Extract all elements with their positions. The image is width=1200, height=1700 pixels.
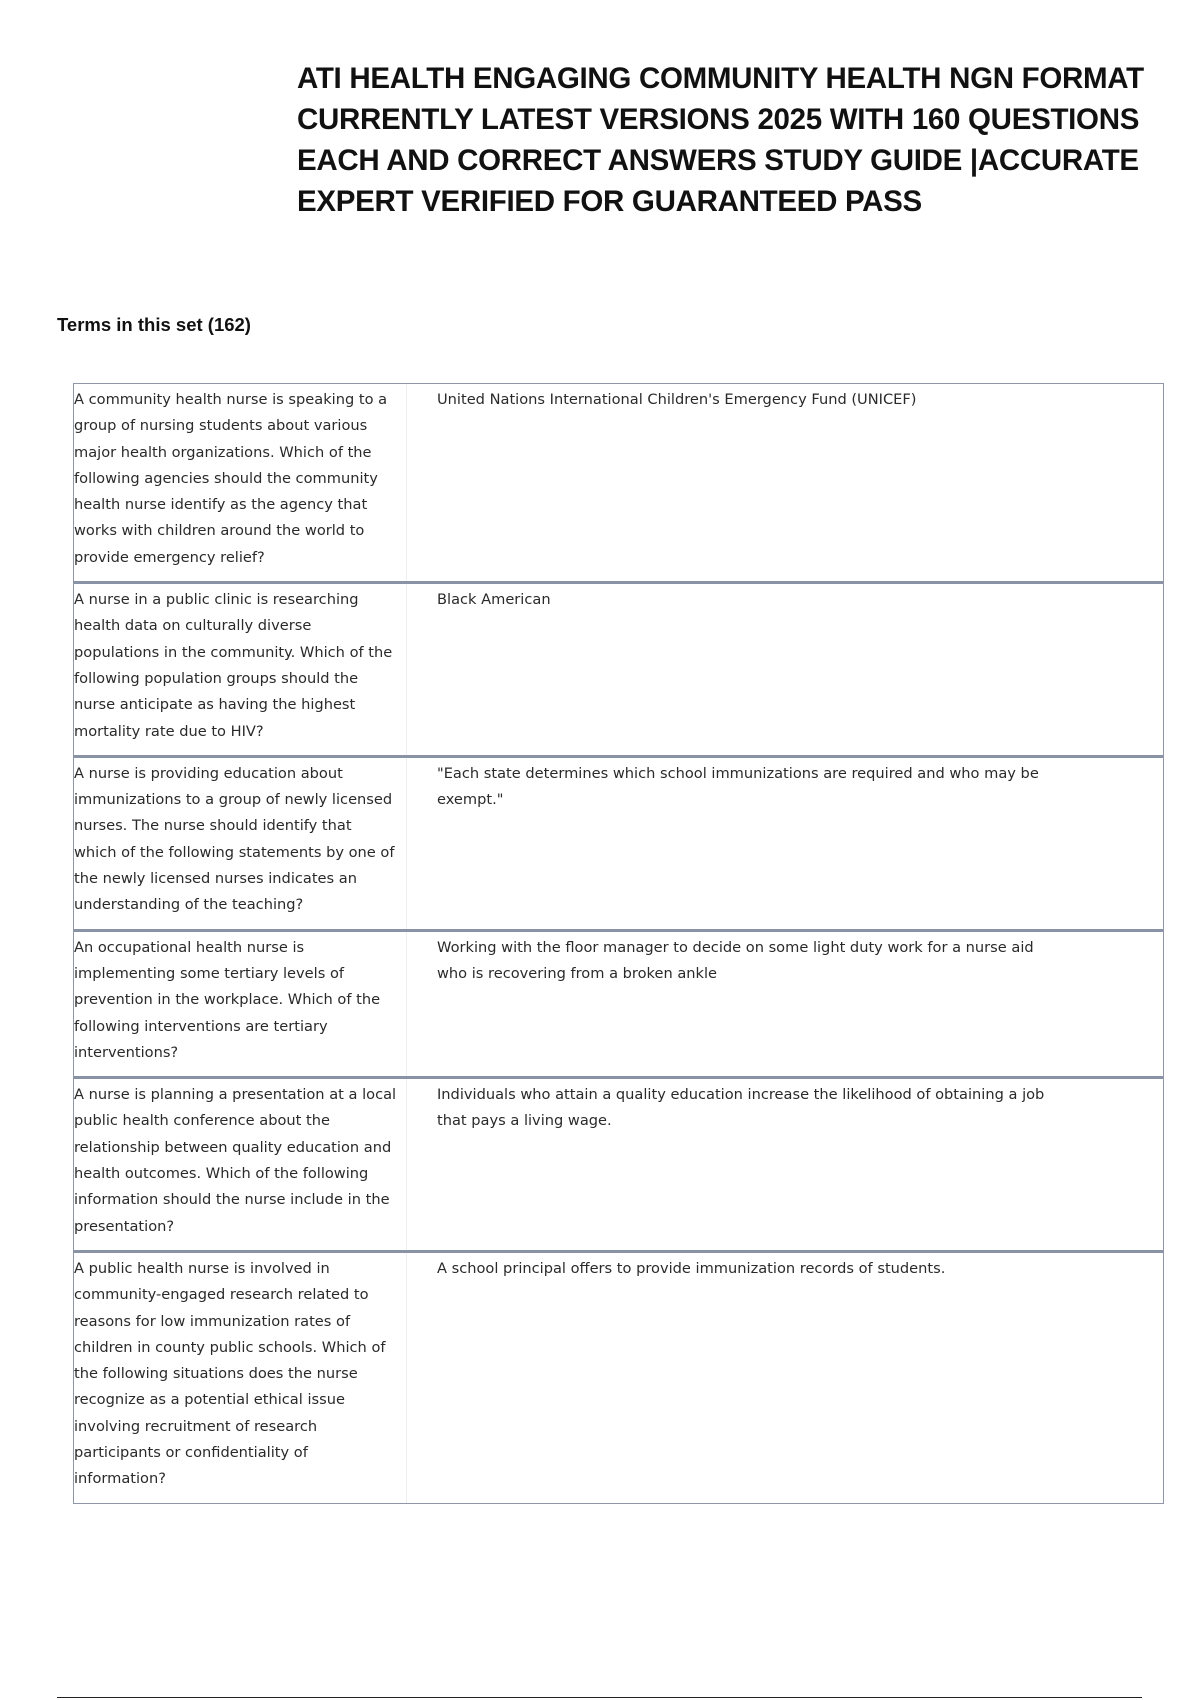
term-answer: Individuals who attain a quality education increase the likelihood of obtaining a job that pays a living wage. (437, 1086, 1045, 1130)
term-row (74, 755, 1163, 929)
term-row (74, 1076, 1163, 1250)
term-answer: United Nations International Children's Emergency Fund (UNICEF) (437, 391, 917, 408)
term-answer: Black American (437, 591, 551, 609)
term-question: A community health nurse is speaking to a group of nursing students about various major health organizations. Which of the following agencies should the community health nurse identify as the agency that works with children around the world to provide emergency relief? (74, 384, 407, 581)
document-title: ATI HEALTH ENGAGING COMMUNITY HEALTH NGN FORMAT CURRENTLY LATEST VERSIONS 2025 WITH 160 QUESTIONS EACH AND CORRECT ANSWERS STUDY GUIDE |ACCURATE EXPERT VERIFIED FOR GUARANTEED PASS (297, 62, 1144, 218)
term-question: A public health nurse is involved in community-engaged research related to reasons for low immunization rates of children in county public schools. Which of the following situations does the nurse recognize as a potential ethical issue involving recruitment of research participants or confidentiality of information? (74, 1253, 407, 1503)
term-row (74, 929, 1163, 1076)
terms-set-heading: Terms in this set (162) (57, 314, 251, 335)
term-question: A nurse in a public clinic is researching health data on culturally diverse populations in the community. Which of the following population groups should the nurse anticipate as having the highest mortality rate due to HIV? (74, 584, 407, 755)
term-row (74, 384, 1163, 581)
footer-divider (57, 1697, 1142, 1698)
term-question: A nurse is planning a presentation at a local public health conference about the relationship between quality education and health outcomes. Which of the following information should the nurse include in the presentation? (74, 1079, 407, 1250)
term-answer: Working with the floor manager to decide on some light duty work for a nurse aid who is recovering from a broken ankle (437, 938, 1034, 982)
term-answer: A school principal offers to provide immunization records of students. (437, 1259, 946, 1277)
term-row (74, 581, 1163, 755)
term-question: An occupational health nurse is implementing some tertiary levels of prevention in the workplace. Which of the following interventions are tertiary interventions? (74, 932, 407, 1076)
term-answer: "Each state determines which school immunizations are required and who may be exempt." (437, 764, 1039, 809)
term-question: A nurse is providing education about immunizations to a group of newly licensed nurses. The nurse should identify that which of the following statements by one of the newly licensed nurses indicates an understanding of the teaching? (74, 758, 407, 929)
term-row (74, 1250, 1163, 1503)
terms-table (73, 383, 1164, 1504)
